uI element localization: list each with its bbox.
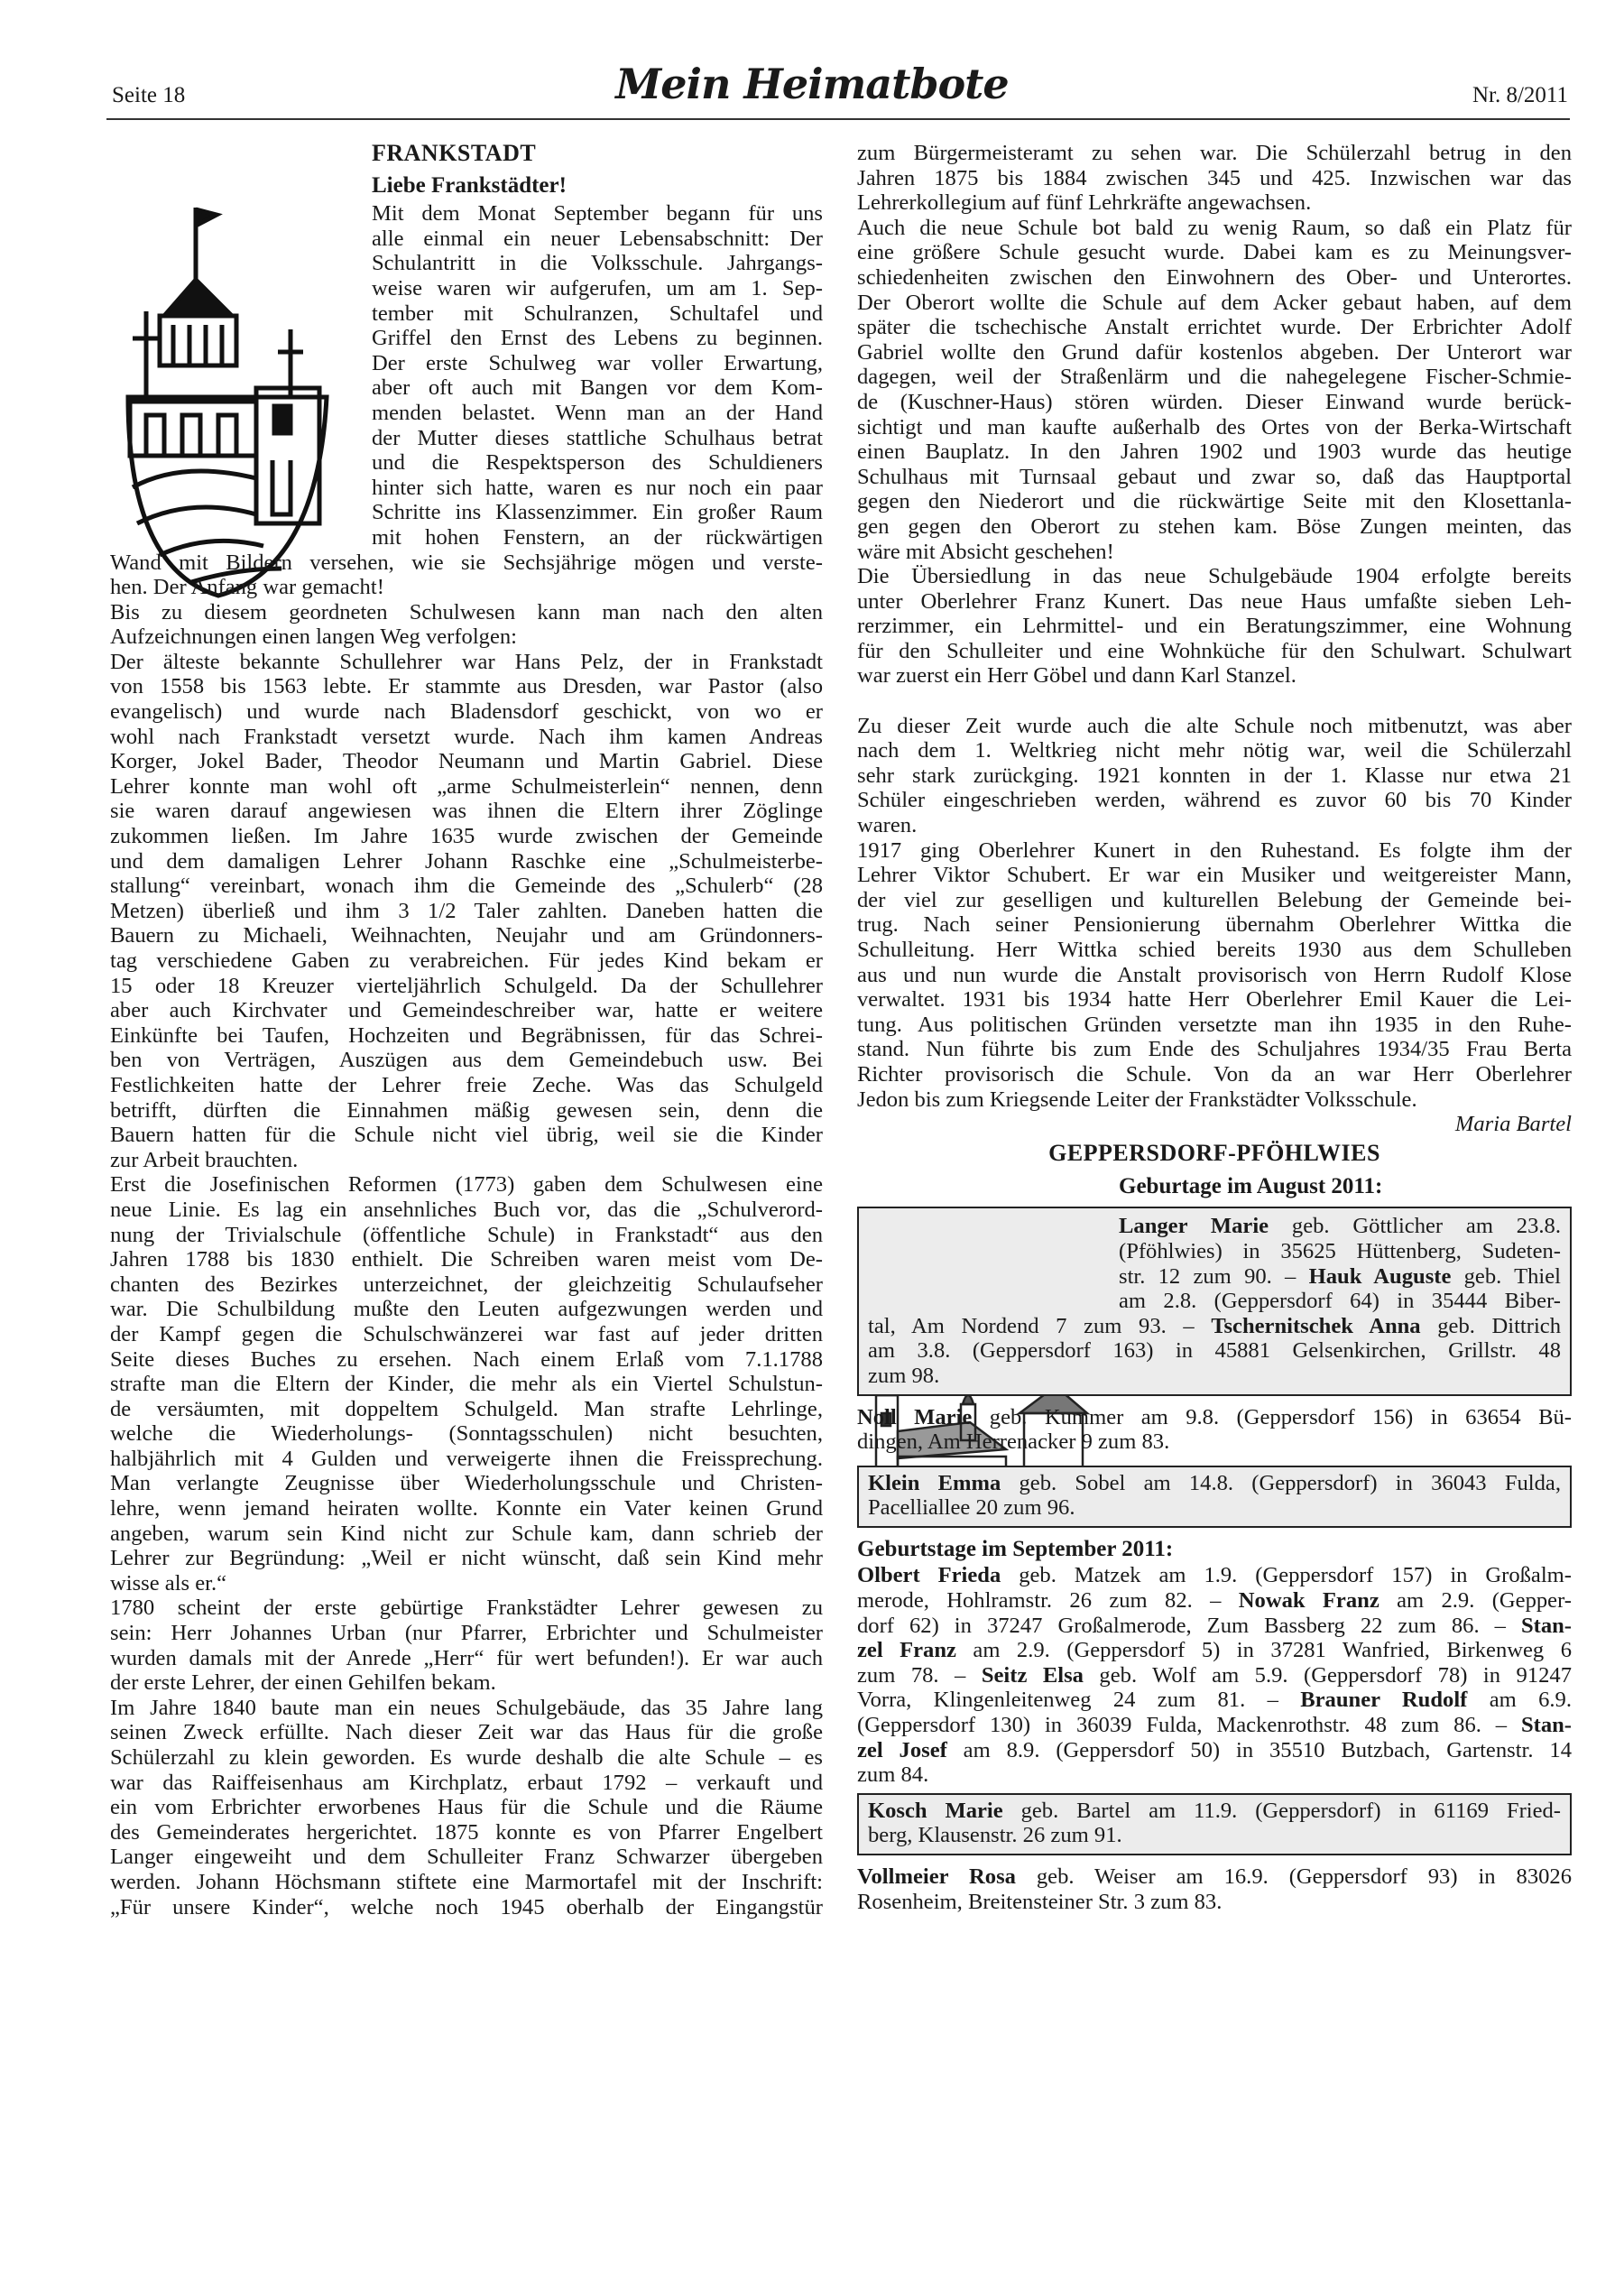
text-line: des Gemeinderates hergerichtet. 1875 konnte es von Pfarrer Engelbert [110, 1819, 823, 1845]
text-line: Erst die Josefinischen Reformen (1773) gaben dem Schulwesen eine [110, 1172, 823, 1198]
text-line [857, 1713, 1572, 1738]
birthday-name: Tschernitschek Anna [1211, 1313, 1421, 1338]
text-line [857, 1663, 1572, 1688]
text-line: (Pföhlwies) in 35625 Hüttenberg, Sudeten- [1119, 1238, 1561, 1263]
text-line: chanten des Bezirkes unterzeichnet, der gleichzeitig Schulaufseher [110, 1272, 823, 1297]
birthday-list-september [857, 1563, 1572, 1787]
text-line: sichtigt und man kaufte außerhalb des Ortes von der Berka-Wirtschaft [857, 414, 1572, 439]
text-line: Schritte ins Klassenzimmer. Ein großer Raum [372, 500, 823, 525]
birthday-name: Noll Marie [857, 1404, 973, 1429]
page-number: Seite 18 [112, 83, 186, 107]
text-line: Gabriel wollte den Grund dafür kostenlos abgeben. Der Unterort war [857, 339, 1572, 365]
text-line: aus und nun wurde die Anstalt provisorisch von Herrn Rudolf Klose [857, 962, 1572, 987]
text-line: schiedenheiten zwischen den Einwohnern des Ober- und Unterortes. [857, 264, 1572, 290]
text-line [857, 1588, 1572, 1614]
birthday-detail: geb. Kummer am 9.8. (Geppersdorf 156) in 63654 Bü- [972, 1404, 1572, 1429]
text-line [857, 1638, 1572, 1663]
text-line: Langer eingeweiht und dem Schulleiter Franz Schwarzer übergeben [110, 1845, 823, 1870]
text-line: und dem damaligen Lehrer Johann Raschke eine „Schulmeisterbe- [110, 848, 823, 874]
text-line: evangelisch) und wurde nach Bladensdorf geschickt, von wo er [110, 699, 823, 725]
birthday-detail: zum 78. – [857, 1662, 982, 1688]
september-heading: Geburtstage im September 2011: [857, 1536, 1174, 1561]
text-line: Wand mit Bildern versehen, wie sie Sechsjährige mögen und verste- [110, 550, 823, 575]
text-line: Schulantritt in die Volksschule. Jahrgangs- [372, 251, 823, 276]
birthday-detail: geb. Dittrich [1420, 1313, 1561, 1338]
birthday-box-kosch [857, 1793, 1572, 1855]
birthday-box-klein [857, 1466, 1572, 1528]
birthday-name: zel Josef [857, 1737, 947, 1762]
text-line: 15 oder 18 Kreuzer vierteljährlich Schulgeld. Da der Schullehrer [110, 973, 823, 998]
text-line: Lehrer konnte man wohl oft „arme Schulmeisterlein“ nennen, denn [110, 773, 823, 799]
text-line: Schulleitung. Herr Wittka schied bereits 1930 aus dem Schulleben [857, 938, 1572, 962]
text-line: der Mutter dieses stattliche Schulhaus betrat [372, 425, 823, 450]
text-line: werden. Johann Höchsmann stiftete eine Marmortafel mit der Inschrift: [110, 1869, 823, 1894]
text-line: wisse als er.“ [110, 1570, 227, 1596]
birthday-name: Olbert Frieda [857, 1563, 1001, 1588]
right-column [857, 141, 1572, 1925]
birthday-name: Langer Marie [1119, 1214, 1269, 1239]
birthday-detail: dorf 62) in 37247 Großalmerode, Zum Bassberg 22 zum 86. – [857, 1613, 1521, 1638]
masthead-logo: Mein Heimatbote [615, 60, 1009, 108]
text-line: war das Raiffeisenhaus am Kirchplatz, erbaut 1792 – verkauft und [110, 1770, 823, 1795]
text-line: Zu dieser Zeit wurde auch die alte Schule noch mitbenutzt, was aber [857, 713, 1572, 738]
birthday-detail: am 2.9. (Geppersdorf 5) in 37281 Wanfried, Birkenweg 6 [955, 1638, 1572, 1663]
text-line: angeben, warum sein Kind nicht zur Schule kam, dann schrieb der [110, 1521, 823, 1546]
birthday-detail: geb. Matzek am 1.9. (Geppersdorf 157) in Großalm- [1001, 1563, 1572, 1588]
text-line: 1917 ging Oberlehrer Kunert in den Ruhestand. Es folgte ihm der [857, 837, 1572, 863]
birthday-name: Stan- [1520, 1613, 1572, 1638]
text-line: Man verlangte Zeugnisse über Wiederholungsschule und Christen- [110, 1471, 823, 1496]
text-line [868, 1471, 1561, 1496]
text-line: Richter provisorisch die Schule. Von da an war Herr Oberlehrer [857, 1061, 1572, 1087]
text-line: später die tschechische Anstalt errichtet wurde. Der Erbrichter Adolf [857, 315, 1572, 340]
text-line: alle einmal ein neuer Lebensabschnitt: Der [372, 226, 823, 251]
left-indent-block [372, 201, 823, 550]
text-line [1119, 1214, 1561, 1239]
text-line: betrifft, dürften die Einnahmen mäßig gewesen sein, denn die [110, 1097, 823, 1123]
text-line: sein: Herr Johannes Urban (nur Pfarrer, Erbrichter und Schulmeister [110, 1621, 823, 1646]
text-line [857, 1688, 1572, 1713]
text-line: und die Respektsperson des Schuldieners [372, 450, 823, 476]
birthday-name: Vollmeier Rosa [857, 1864, 1016, 1889]
text-line: wurden damals mit der Anrede „Herr“ für wert befunden!). Er war auch [110, 1645, 823, 1670]
text-line: Jahren 1788 bis 1830 enthielt. Die Schreiben waren meist vom De- [110, 1247, 823, 1272]
text-line [857, 1563, 1572, 1588]
birthday-name: Seitz Elsa [981, 1662, 1084, 1688]
section-title-geppersdorf: GEPPERSDORF-PFÖHLWIES [1048, 1139, 1380, 1166]
text-line: stallung“ vereinbart, wonach ihm die Gemeinde des „Schulerb“ (28 [110, 874, 823, 899]
text-line: Rosenheim, Breitensteiner Str. 3 zum 83. [857, 1889, 1223, 1914]
text-line: Schülerzahl zu klein geworden. Es wurde deshalb die alte Schule – es [110, 1745, 823, 1770]
text-line: Einkünfte bei Taufen, Hochzeiten und Begräbnissen, für das Schrei- [110, 1022, 823, 1048]
left-column [110, 141, 823, 1919]
text-line: sehr stark zurückging. 1921 konnten in der 1. Klasse nur etwa 21 [857, 763, 1572, 788]
text-line [1119, 1264, 1561, 1290]
text-line: Bauern hatten für die Schule nicht viel übrig, weil sie die Kinder [110, 1123, 823, 1148]
birthday-name: Stan- [1520, 1713, 1572, 1738]
text-line: dingen, Am Herrenacker 9 zum 83. [857, 1429, 1170, 1455]
text-line: tag verschiedene Gaben zu verabreichen. Für jedes Kind bekam er [110, 948, 823, 973]
birthday-detail: am 2.9. (Gepper- [1379, 1588, 1572, 1614]
birthday-detail: geb. Göttlicher am 23.8. [1269, 1214, 1561, 1239]
greeting: Liebe Frankstädter! [372, 172, 567, 198]
text-line: Lehrer Viktor Schubert. Er war ein Musiker und weitgereister Mann, [857, 863, 1572, 888]
text-line: hinter sich hatte, waren es nur noch ein paar [372, 475, 823, 500]
text-line: ein vom Erbrichter erworbenes Haus für die Schule und die Räume [110, 1795, 823, 1820]
text-line [868, 1314, 1561, 1339]
birthday-name: zel Franz [857, 1638, 956, 1663]
text-line: nung der Trivialschule (öffentliche Schule) in Frankstadt“ aus den [110, 1222, 823, 1247]
text-line: ben von Verträgen, Auszügen aus dem Gemeindebuch usw. Bei [110, 1048, 823, 1073]
text-line: lehre, wenn jemand heiraten wollte. Konnte ein Vater keinen Grund [110, 1496, 823, 1522]
text-line: Seite dieses Buches zu ersehen. Nach einem Erlaß vom 7.1.1788 [110, 1346, 823, 1372]
text-line: unter Oberlehrer Franz Kunert. Das neue Haus umfaßte sieben Leh- [857, 588, 1572, 614]
birthday-detail: tal, Am Nordend 7 zum 93. – [868, 1313, 1212, 1338]
text-line: weise waren wir aufgerufen, um am 1. Sep- [372, 275, 823, 301]
text-line: Lehrerkollegium auf fünf Lehrkräfte angewachsen. [857, 190, 1312, 216]
birthday-entry-noll [857, 1401, 1572, 1460]
text-line: gegen den Niederort und die rückwärtige Seite mit den Klosettanla- [857, 489, 1572, 514]
text-line: der Kampf gegen die Schulschwänzerei war fast auf jeder dritten [110, 1321, 823, 1346]
birthday-detail: am 6.9. [1467, 1688, 1573, 1713]
text-line: strafte man die Eltern der Kinder, die mehr als ein Viertel Schulstun- [110, 1372, 823, 1397]
birthday-name: Kosch Marie [868, 1798, 1003, 1823]
section-title-frankstadt: FRANKSTADT [372, 140, 537, 166]
birthday-box-august-1 [857, 1207, 1572, 1395]
text-line: zukommen ließen. Im Jahre 1635 wurde zwischen der Gemeinde [110, 824, 823, 849]
text-line: Metzen) überließ und ihm 3 1/2 Taler zahlten. Daneben hatten die [110, 898, 823, 923]
paragraph-gap [857, 689, 1572, 714]
birthday-name: Brauner Rudolf [1300, 1688, 1468, 1713]
text-line: tember mit Schulranzen, Schultafel und [372, 301, 823, 326]
birthday-detail: merode, Hohlramstr. 26 zum 82. – [857, 1588, 1239, 1614]
birthday-detail: geb. Weiser am 16.9. (Geppersdorf 93) in 83026 [1015, 1864, 1573, 1889]
text-line: Die Übersiedlung in das neue Schulgebäude 1904 erfolgte bereits [857, 564, 1572, 589]
text-line: für den Schulleiter und eine Wohnküche für den Schulwart. Schulwart [857, 638, 1572, 663]
birthday-detail: geb. Bartel am 11.9. (Geppersdorf) in 61169 Fried- [1002, 1798, 1561, 1823]
text-line: Bauern zu Michaeli, Weihnachten, Neujahr und am Gründonners- [110, 923, 823, 948]
text-line: wohl nach Frankstadt versetzt wurde. Nach ihm kamen Andreas [110, 724, 823, 749]
text-line: der erste Lehrer, der einen Gehilfen bekam. [110, 1670, 496, 1696]
text-line: Mit dem Monat September begann für uns [372, 201, 823, 227]
text-line: de versäumten, mit doppeltem Schulgeld. Man strafte Lehrlinge, [110, 1396, 823, 1421]
text-line: menden belastet. Wenn man an der Hand [372, 400, 823, 425]
text-line: halbjährlich mit 4 Gulden und verweigerte ihnen die Freissprechung. [110, 1446, 823, 1471]
text-line: waren. [857, 813, 918, 838]
text-line [857, 1738, 1572, 1763]
text-line: zum 98. [868, 1363, 940, 1388]
issue-number: Nr. 8/2011 [1472, 83, 1568, 107]
text-line: einen Bauplatz. In den Jahren 1902 und 1903 wurde das heutige [857, 439, 1572, 465]
text-line [857, 1864, 1572, 1890]
header-rule [106, 118, 1570, 120]
birthday-detail: am 8.9. (Geppersdorf 50) in 35510 Butzbach, Gartenstr. 14 [946, 1737, 1572, 1762]
text-line: dagegen, weil der Straßenlärm und die nahegelegene Fischer-Schmie- [857, 365, 1572, 390]
text-line: wäre mit Absicht geschehen! [857, 539, 1114, 564]
author-signature: Maria Bartel [1454, 1112, 1572, 1137]
text-line: hen. Der Anfang war gemacht! [110, 575, 384, 600]
text-line: Bis zu diesem geordneten Schulwesen kann man nach den alten [110, 599, 823, 624]
birthday-detail: geb. Sobel am 14.8. (Geppersdorf) in 36043 Fulda, [1001, 1470, 1561, 1495]
birthday-detail: (Geppersdorf 130) in 36039 Fulda, Mackenrothstr. 48 zum 86. – [857, 1713, 1521, 1738]
text-line: zum 84. [857, 1762, 929, 1788]
text-line [868, 1799, 1561, 1824]
text-line: eine größere Schule gesucht wurde. Dabei kam es zu Meinungsver- [857, 240, 1572, 265]
text-line: Jedon bis zum Kriegsende Leiter der Frankstädter Volksschule. [857, 1087, 1417, 1112]
birthday-name: Nowak Franz [1238, 1588, 1379, 1614]
text-line: Griffel den Ernst des Lebens zu beginnen. [372, 326, 823, 351]
text-line: Pacelliallee 20 zum 96. [868, 1495, 1075, 1521]
text-line: Festlichkeiten hatte der Lehrer freie Zeche. Was das Schulgeld [110, 1072, 823, 1097]
text-line: verwaltet. 1931 bis 1934 hatte Herr Oberlehrer Emil Kauer die Lei- [857, 987, 1572, 1013]
text-line [857, 1405, 1572, 1430]
text-line: zur Arbeit brauchten. [110, 1147, 299, 1172]
text-line: rerzimmer, ein Lehrmittel- und ein Beratungszimmer, eine Wohnung [857, 614, 1572, 639]
text-line: Schüler eingeschrieben werden, während es zuvor 60 bis 70 Kinder [857, 788, 1572, 813]
birthday-name: Hauk Auguste [1308, 1263, 1452, 1289]
text-line: Schulhaus mit Turnsaal gebaut und zwar so, daß das Hauptportal [857, 464, 1572, 489]
birthday-entry-vollmeier [857, 1861, 1572, 1919]
text-line: war. Die Schulbildung mußte den Leuten aufgezwungen werden und [110, 1297, 823, 1322]
text-line: Korger, Jokel Bader, Theodor Neumann und Martin Gabriel. Diese [110, 749, 823, 774]
text-line: am 3.8. (Geppersdorf 163) in 45881 Gelsenkirchen, Grillstr. 48 [868, 1338, 1561, 1364]
text-line: seinen Zweck erfüllte. Nach dieser Zeit war das Haus für die große [110, 1720, 823, 1745]
text-line: mit hohen Fenstern, an der rückwärtigen [372, 524, 823, 550]
text-line: der viel zur geselligen und kulturellen Belebung der Gemeinde bei- [857, 887, 1572, 912]
birthday-detail: Vorra, Klingenleitenweg 24 zum 81. – [857, 1688, 1301, 1713]
text-line: 1780 scheint der erste gebürtige Frankstädter Lehrer gewesen zu [110, 1596, 823, 1621]
text-line: berg, Klausenstr. 26 zum 91. [868, 1823, 1122, 1848]
text-line: Im Jahre 1840 baute man ein neues Schulgebäude, das 35 Jahre lang [110, 1695, 823, 1720]
text-line: Lehrer zur Begründung: „Weil er nicht wünscht, daß sein Kind mehr [110, 1546, 823, 1571]
birthday-detail: geb. Wolf am 5.9. (Geppersdorf 78) in 91247 [1083, 1662, 1572, 1688]
birthday-name: Klein Emma [868, 1470, 1001, 1495]
text-line: Aufzeichnungen einen langen Weg verfolgen: [110, 624, 518, 650]
august-heading: Geburtage im August 2011: [1119, 1174, 1383, 1199]
text-line [857, 1614, 1572, 1639]
text-line: zum Bürgermeisteramt zu sehen war. Die Schülerzahl betrug in den [857, 141, 1572, 165]
text-line: Der Oberort wollte die Schule auf dem Acker gebaut haben, auf dem [857, 290, 1572, 315]
text-line: Der erste Schulweg war voller Erwartung, [372, 350, 823, 375]
text-line: am 2.8. (Geppersdorf 64) in 35444 Biber- [1119, 1289, 1561, 1314]
text-line: welche die Wiederholungs- (Sonntagsschulen) nicht besuchten, [110, 1421, 823, 1447]
text-line: gen gegen den Oberort zu stehen kam. Böse Zungen meinten, das [857, 513, 1572, 539]
text-line: tung. Aus politischen Gründen versetzte man ihn 1935 in den Ruhe- [857, 1012, 1572, 1037]
text-line: Auch die neue Schule bot bald zu wenig Raum, so daß ein Platz für [857, 215, 1572, 240]
text-line: neue Linie. Es lag ein ansehnliches Buch vor, das die „Schulverord- [110, 1197, 823, 1222]
text-line: aber auch Kirchvater und Gemeindeschreiber war, hatte er weitere [110, 998, 823, 1023]
text-line: stand. Nun führte bis zum Ende des Schuljahres 1934/35 Frau Berta [857, 1037, 1572, 1062]
text-line: trug. Nach seiner Pensionierung übernahm Oberlehrer Wittka die [857, 912, 1572, 938]
text-line: aber oft auch mit Bangen vor dem Kom- [372, 375, 823, 401]
text-line: Jahren 1875 bis 1884 zwischen 345 und 425. Inzwischen war das [857, 165, 1572, 190]
text-line: nach dem 1. Weltkrieg nicht mehr nötig war, weil die Schülerzahl [857, 738, 1572, 763]
text-line: Der älteste bekannte Schullehrer war Hans Pelz, der in Frankstadt [110, 649, 823, 674]
text-line: war zuerst ein Herr Göbel und dann Karl Stanzel. [857, 663, 1296, 689]
text-line: von 1558 bis 1563 lebte. Er stammte aus Dresden, war Pastor (also [110, 674, 823, 699]
birthday-detail: geb. Thiel [1451, 1263, 1561, 1289]
text-line: de (Kuschner-Haus) stören würden. Dieser Einwand wurde berück- [857, 389, 1572, 414]
text-line: sie waren darauf angewiesen was ihnen die Eltern ihrer Zöglinge [110, 799, 823, 824]
birthday-detail: str. 12 zum 90. – [1119, 1263, 1309, 1289]
text-line: „Für unsere Kinder“, welche noch 1945 oberhalb der Eingangstür [110, 1894, 823, 1919]
